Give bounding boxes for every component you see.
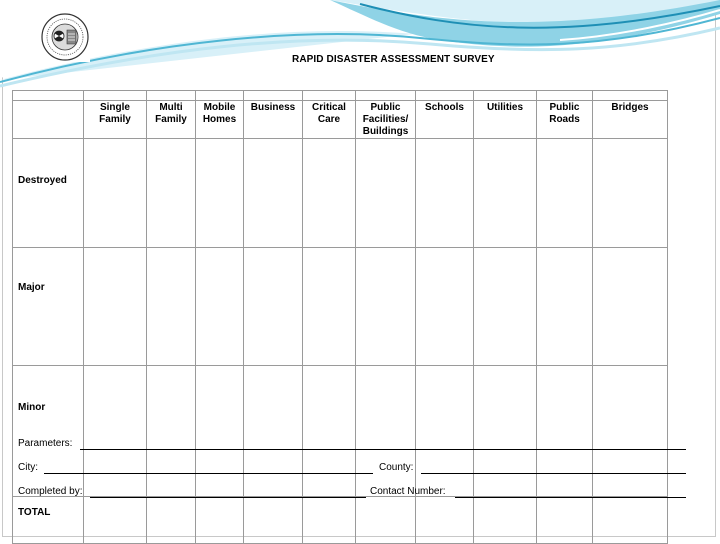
entry-cell[interactable]	[356, 248, 416, 366]
entry-cell[interactable]	[147, 497, 196, 544]
entry-cell[interactable]	[537, 139, 593, 248]
header-swoosh-decoration	[0, 0, 720, 90]
corner-cell	[13, 101, 84, 139]
entry-cell[interactable]	[474, 139, 537, 248]
column-header: Schools	[416, 101, 474, 139]
table-header-row	[13, 101, 668, 139]
entry-cell[interactable]	[474, 497, 537, 544]
entry-cell[interactable]	[537, 366, 593, 497]
entry-cell[interactable]	[84, 366, 147, 497]
table-row-major	[13, 248, 668, 366]
entry-cell[interactable]	[147, 366, 196, 497]
entry-cell[interactable]	[416, 139, 474, 248]
entry-cell[interactable]	[416, 497, 474, 544]
table-row-destroyed	[13, 139, 668, 248]
entry-cell[interactable]	[84, 248, 147, 366]
entry-cell[interactable]	[84, 139, 147, 248]
contact-number-line[interactable]	[455, 497, 686, 498]
entry-cell[interactable]	[303, 248, 356, 366]
county-label: County:	[379, 462, 414, 473]
entry-cell[interactable]	[147, 248, 196, 366]
city-line[interactable]	[44, 473, 373, 474]
entry-cell[interactable]	[303, 497, 356, 544]
entry-cell[interactable]	[147, 139, 196, 248]
entry-cell[interactable]	[196, 497, 244, 544]
row-label: Major	[13, 248, 84, 366]
entry-cell[interactable]	[244, 248, 303, 366]
entry-cell[interactable]	[303, 366, 356, 497]
column-header: Single Family	[84, 101, 147, 139]
column-header: Multi Family	[147, 101, 196, 139]
entry-cell[interactable]	[196, 139, 244, 248]
entry-cell[interactable]	[303, 139, 356, 248]
form-title: RAPID DISASTER ASSESSMENT SURVEY	[292, 54, 495, 65]
column-header: Public Facilities/ Buildings	[356, 101, 416, 139]
completed-by-label: Completed by:	[18, 486, 83, 497]
entry-cell[interactable]	[593, 497, 668, 544]
entry-cell[interactable]	[593, 139, 668, 248]
contact-number-label: Contact Number:	[370, 486, 446, 497]
entry-cell[interactable]	[356, 139, 416, 248]
entry-cell[interactable]	[84, 497, 147, 544]
completed-by-line[interactable]	[90, 497, 366, 498]
column-header: Public Roads	[537, 101, 593, 139]
parameters-line[interactable]	[80, 449, 686, 450]
row-label: TOTAL	[13, 497, 84, 544]
assessment-table	[12, 90, 668, 544]
entry-cell[interactable]	[474, 366, 537, 497]
column-header: Utilities	[474, 101, 537, 139]
entry-cell[interactable]	[244, 139, 303, 248]
entry-cell[interactable]	[196, 248, 244, 366]
entry-cell[interactable]	[416, 366, 474, 497]
entry-cell[interactable]	[244, 366, 303, 497]
row-label: Destroyed	[13, 139, 84, 248]
entry-cell[interactable]	[593, 248, 668, 366]
column-header: Bridges	[593, 101, 668, 139]
table-spacer-row	[13, 91, 668, 101]
parameters-label: Parameters:	[18, 438, 73, 449]
column-header: Critical Care	[303, 101, 356, 139]
entry-cell[interactable]	[537, 497, 593, 544]
entry-cell[interactable]	[593, 366, 668, 497]
entry-cell[interactable]	[356, 366, 416, 497]
entry-cell[interactable]	[356, 497, 416, 544]
column-header: Mobile Homes	[196, 101, 244, 139]
agency-seal-logo	[40, 12, 90, 62]
entry-cell[interactable]	[474, 248, 537, 366]
entry-cell[interactable]	[537, 248, 593, 366]
entry-cell[interactable]	[416, 248, 474, 366]
entry-cell[interactable]	[196, 366, 244, 497]
row-label: Minor	[13, 366, 84, 497]
county-line[interactable]	[421, 473, 686, 474]
city-label: City:	[18, 462, 38, 473]
column-header: Business	[244, 101, 303, 139]
table-row-total	[13, 497, 668, 544]
table-row-minor	[13, 366, 668, 497]
entry-cell[interactable]	[244, 497, 303, 544]
